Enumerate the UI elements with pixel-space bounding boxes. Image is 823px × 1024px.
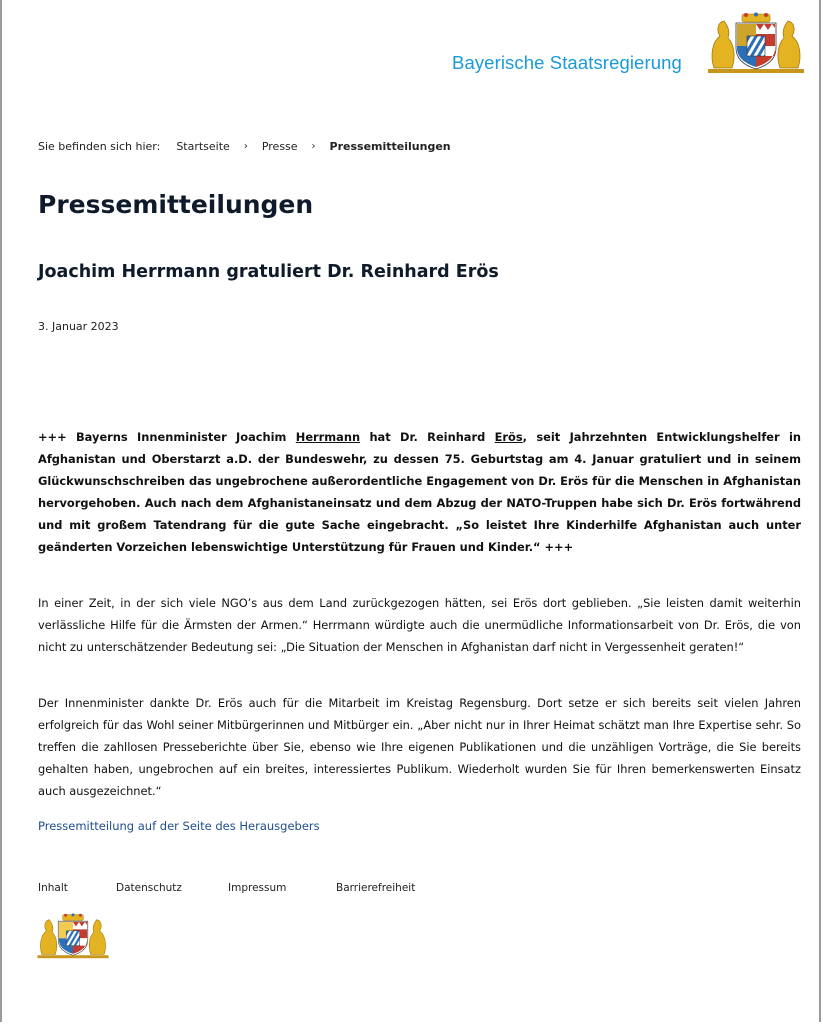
footer-link-inhalt[interactable]: Inhalt — [38, 882, 68, 894]
footer-link-impressum[interactable]: Impressum — [228, 882, 287, 894]
publisher-source-link[interactable]: Pressemitteilung auf der Seite des Herausgebers — [38, 819, 320, 833]
breadcrumb-separator: › — [311, 141, 316, 152]
article-paragraph-1: In einer Zeit, in der sich viele NGO’s aus dem Land zurückgezogen hätten, sei Erös dort geblieben. „Sie leisten damit weiterhin verlässliche Hilfe für die Ärmsten der Armen.“ Herrmann würdigte auch die unermüdliche Informationsarbeit von Dr. Erös, die von nicht zu unterschätzender Bedeutung sei: „Die Situation der Menschen in Afghanistan darf nicht in Vergessenheit geraten!“ — [38, 596, 801, 654]
article-paragraph-2: Der Innenminister dankte Dr. Erös auch für die Mitarbeit im Kreistag Regensburg. Dort setze er sich bereits seit vielen Jahren erfolgreich für das Wohl seiner Mitbürgerinnen und Mitbürger ein. „Aber nicht nur in Ihrer Heimat schätzt man Ihre Expertise sehr. So treffen die zahllosen Presseberichte über Sie, ebenso wie Ihre eigenen Publikationen und die unzähligen Vorträge, die Sie bereits gehalten haben, ungebrochen auf ein breites, interessiertes Publikum. Wiederholt wurden Sie für Ihren bemerkenswerten Einsatz auch ausgezeichnet.“ — [38, 696, 801, 798]
breadcrumb-lead: Sie befinden sich hier: — [38, 140, 161, 153]
breadcrumb-presse-link[interactable]: Presse — [261, 140, 298, 153]
footer-link-datenschutz[interactable]: Datenschutz — [116, 882, 182, 894]
breadcrumb — [38, 140, 451, 153]
bavarian-coat-of-arms-icon — [36, 912, 110, 960]
breadcrumb-current: Pressemitteilungen — [329, 140, 451, 153]
breadcrumb-separator: › — [243, 141, 248, 152]
article-lead — [38, 426, 801, 558]
page-title: Pressemitteilungen — [38, 190, 314, 219]
article-headline: Joachim Herrmann gratuliert Dr. Reinhard Erös — [38, 262, 499, 282]
lead-text: , seit Jahrzehnten Entwicklungshelfer in Afghanistan und Oberstarzt a.D. der Bundeswehr, zu dessen 75. Geburtstag am 4. Januar gratuliert und in seinem Glückwunschschreiben das ungebrochene außerordentliche Engagement von Dr. Erös für die Menschen in Afghanistan hervorgehoben. Auch nach dem Afghanistaneinsatz und dem Abzug der NATO-Truppen habe sich Dr. Erös fortwährend und mit großem Tatendrang für die gute Sache eingebracht. „So leistet Ihre Kinderhilfe Afghanistan auch unter geänderten Vorzeichen lebenswichtige Unterstützung für Frauen und Kinder.“ +++ — [38, 430, 801, 554]
lead-text: +++ Bayerns Innenminister Joachim — [38, 430, 296, 444]
herrmann-link[interactable]: Herrmann — [295, 430, 361, 444]
footer-nav — [38, 882, 415, 894]
bavarian-coat-of-arms-icon[interactable] — [706, 12, 806, 74]
breadcrumb-home-link[interactable]: Startseite — [176, 140, 230, 153]
lead-text: hat Dr. Reinhard — [360, 430, 495, 444]
brand-name[interactable]: Bayerische Staatsregierung — [452, 52, 682, 73]
footer-link-barrierefreiheit[interactable]: Barrierefreiheit — [336, 882, 416, 894]
article-date: 3. Januar 2023 — [38, 320, 119, 333]
eros-link[interactable]: Erös — [494, 430, 523, 444]
